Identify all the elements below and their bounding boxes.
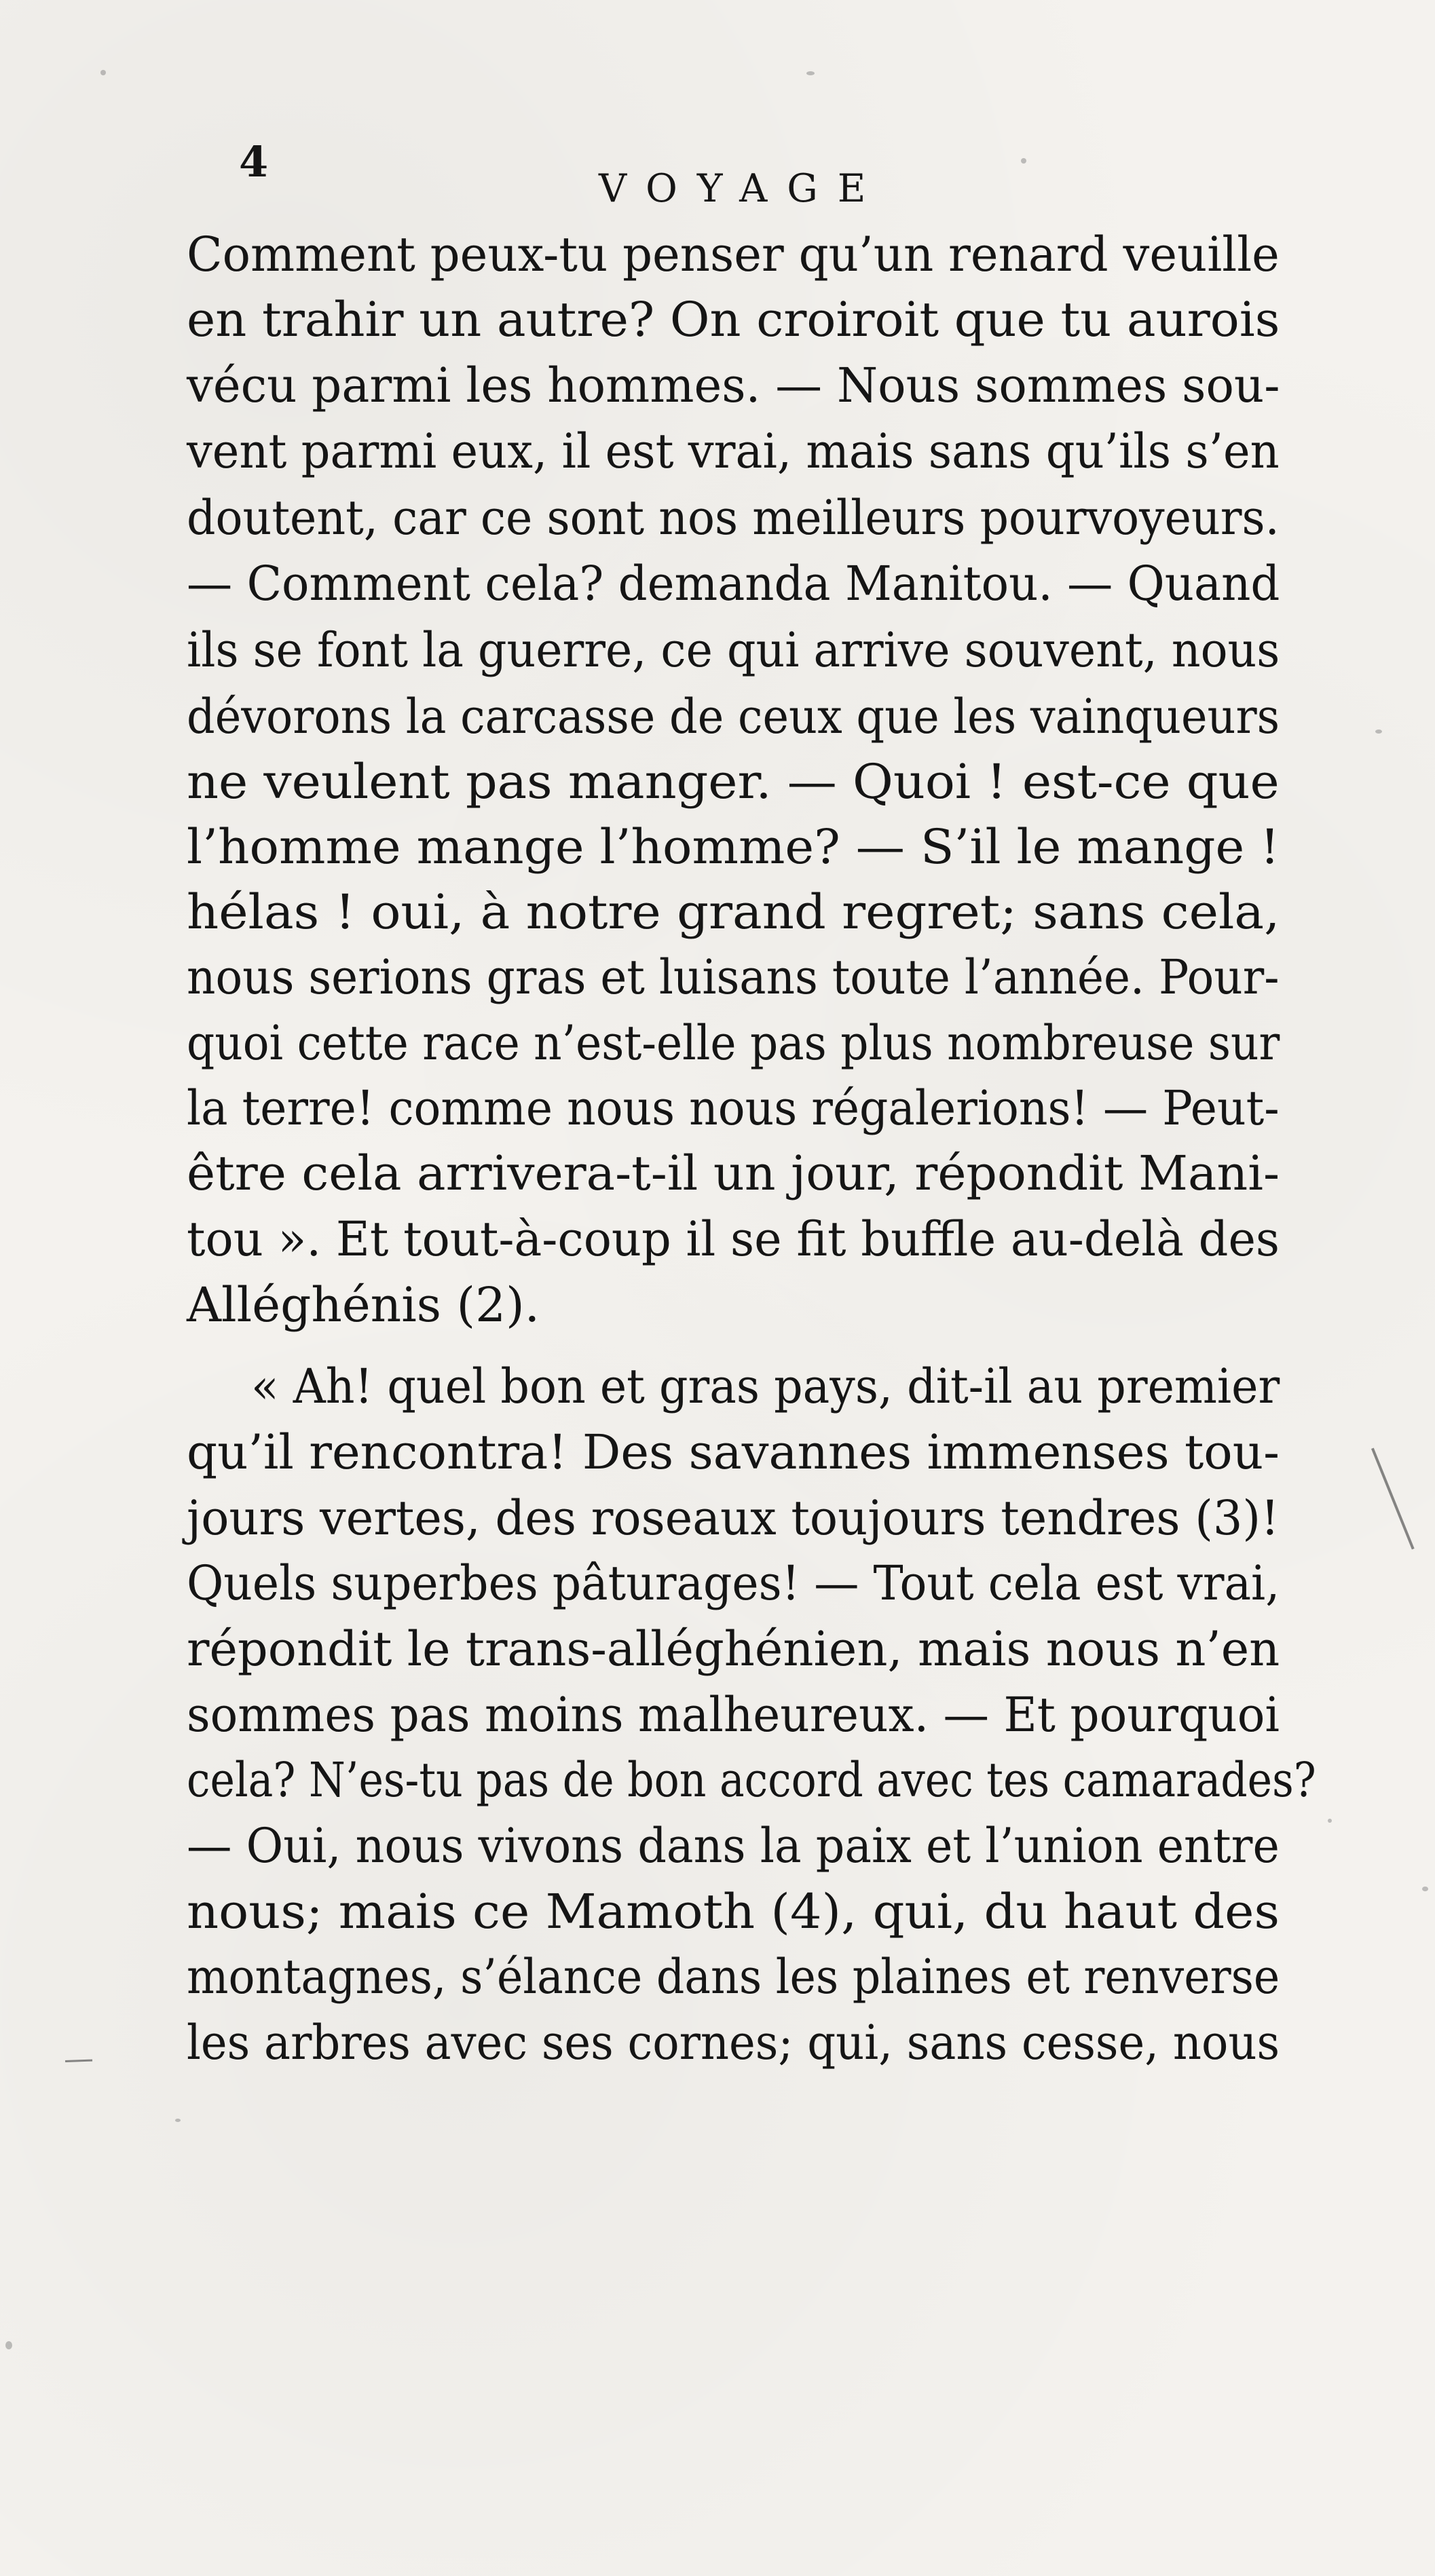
paper-speck bbox=[1375, 730, 1382, 734]
text-line: Alléghénis (2). bbox=[187, 1277, 540, 1333]
paper-speck bbox=[175, 2119, 181, 2122]
paper-speck bbox=[100, 70, 106, 75]
text-line: sommes pas moins malheureux. — Et pourquoi bbox=[187, 1687, 1280, 1743]
paper-speck bbox=[1328, 1819, 1332, 1823]
text-line: montagnes, s’élance dans les plaines et renverse bbox=[187, 1949, 1280, 2005]
paper-speck bbox=[1422, 1887, 1428, 1891]
text-line: nous serions gras et luisans toute l’année. Pour- bbox=[187, 949, 1280, 1005]
text-line: la terre! comme nous nous régalerions! — Peut- bbox=[187, 1080, 1280, 1136]
paper-speck bbox=[806, 71, 815, 75]
text-line: « Ah! quel bon et gras pays, dit-il au premier bbox=[251, 1359, 1280, 1414]
paper-speck bbox=[1021, 158, 1026, 164]
paper-mark bbox=[1371, 1448, 1415, 1550]
text-line: vent parmi eux, il est vrai, mais sans qu’ils s’en bbox=[187, 423, 1280, 479]
paper-mark bbox=[65, 2060, 92, 2062]
page-number: 4 bbox=[239, 137, 269, 187]
text-line: Quels superbes pâturages! — Tout cela est vrai, bbox=[187, 1555, 1280, 1611]
text-line: jours vertes, des roseaux toujours tendres (3)! bbox=[187, 1490, 1280, 1546]
text-line: être cela arrivera-t-il un jour, répondit Mani- bbox=[187, 1145, 1280, 1201]
paper-speck bbox=[5, 2341, 12, 2349]
text-line: ne veulent pas manger. — Quoi ! est-ce que bbox=[187, 754, 1280, 810]
text-line: Comment peux-tu penser qu’un renard veuille bbox=[187, 227, 1280, 282]
text-line: ils se font la guerre, ce qui arrive souvent, nous bbox=[187, 622, 1280, 678]
text-line: dévorons la carcasse de ceux que les vainqueurs bbox=[187, 689, 1280, 744]
text-line: les arbres avec ses cornes; qui, sans cesse, nous bbox=[187, 2015, 1280, 2070]
running-title: VOYAGE bbox=[599, 166, 886, 211]
text-line: doutent, car ce sont nos meilleurs pourvoyeurs. bbox=[187, 490, 1280, 546]
text-line: — Comment cela? demanda Manitou. — Quand bbox=[187, 556, 1280, 611]
text-line: répondit le trans-alléghénien, mais nous n’en bbox=[187, 1621, 1280, 1677]
text-line: hélas ! oui, à notre grand regret; sans cela, bbox=[187, 884, 1280, 940]
text-line: quoi cette race n’est-elle pas plus nombreuse sur bbox=[187, 1015, 1280, 1071]
text-line: nous; mais ce Mamoth (4), qui, du haut des bbox=[187, 1884, 1280, 1939]
text-line: — Oui, nous vivons dans la paix et l’union entre bbox=[187, 1818, 1280, 1874]
text-line: en trahir un autre? On croiroit que tu aurois bbox=[187, 292, 1280, 347]
text-line: l’homme mange l’homme? — S’il le mange ! bbox=[187, 819, 1280, 875]
text-line: cela? N’es-tu pas de bon accord avec tes camarades? bbox=[187, 1752, 1316, 1808]
text-line: qu’il rencontra! Des savannes immenses tou- bbox=[187, 1424, 1280, 1480]
text-line: tou ». Et tout-à-coup il se fit buffle au-delà des bbox=[187, 1211, 1280, 1267]
text-line: vécu parmi les hommes. — Nous sommes sou- bbox=[187, 358, 1280, 413]
